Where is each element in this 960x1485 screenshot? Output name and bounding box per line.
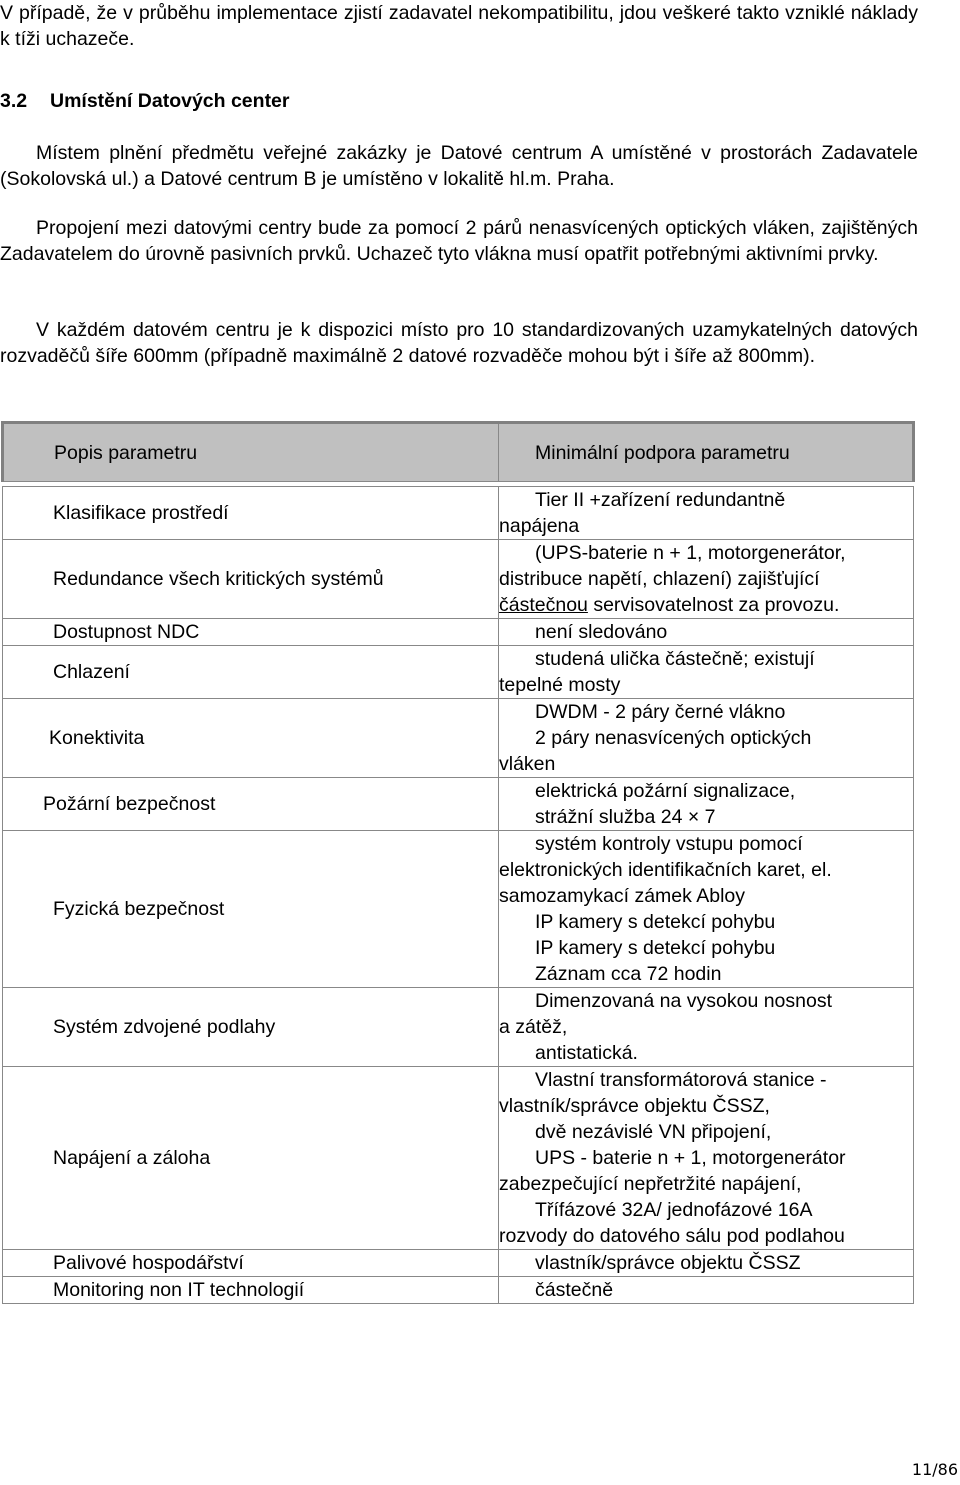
support-cell	[499, 540, 914, 619]
section-number: 3.2	[0, 90, 28, 112]
table-row	[3, 778, 914, 831]
parameter-cell: Klasifikace prostředí	[3, 487, 499, 540]
support-line: IP kamery s detekcí pohybu	[535, 937, 776, 959]
support-line: studená ulička částečně; existují	[535, 648, 815, 670]
support-line: Třífázové 32A/ jednofázové 16A	[535, 1199, 813, 1221]
support-cell	[499, 646, 914, 699]
support-line: a zátěž,	[499, 1016, 568, 1038]
page-number: 11/86	[911, 1460, 958, 1479]
support-cell	[499, 988, 914, 1067]
support-line: částečnou servisovatelnost za provozu.	[499, 594, 840, 616]
table-header-row	[3, 423, 914, 482]
table-row	[3, 831, 914, 988]
support-line: tepelné mosty	[499, 674, 621, 696]
support-line: Vlastní transformátorová stanice -	[535, 1069, 827, 1091]
header-minimum-support: Minimální podpora parametru	[499, 423, 914, 482]
table-row	[3, 619, 914, 646]
support-line: Záznam cca 72 hodin	[535, 963, 722, 985]
parameter-cell: Dostupnost NDC	[3, 619, 499, 646]
parameter-cell: Systém zdvojené podlahy	[3, 988, 499, 1067]
parameter-cell: Napájení a záloha	[3, 1067, 499, 1250]
support-line: Tier II +zařízení redundantně	[535, 489, 786, 511]
parameter-cell: Chlazení	[3, 646, 499, 699]
connection-paragraph: Propojení mezi datovými centry bude za pomocí 2 párů nenasvícených optických vláken, zajištěných Zadavatelem do úrovně pasivních prvků. Uchazeč tyto vlákna musí opatřit potřebnými aktivními prvky.	[0, 217, 918, 265]
section-heading	[0, 88, 918, 114]
support-line: strážní služba 24 × 7	[535, 806, 716, 828]
support-line: není sledováno	[535, 621, 668, 643]
intro-paragraph: V případě, že v průběhu implementace zjistí zadavatel nekompatibilitu, jdou veškeré takto vzniklé náklady k tíži uchazeče.	[0, 2, 918, 50]
support-line: systém kontroly vstupu pomocí	[535, 833, 803, 855]
support-line: DWDM - 2 páry černé vlákno	[535, 701, 786, 723]
support-line: (UPS-baterie n + 1, motorgenerátor,	[535, 542, 846, 564]
parameter-table	[1, 421, 915, 1304]
support-line: distribuce napětí, chlazení) zajišťující	[499, 568, 820, 590]
support-line: napájena	[499, 515, 580, 537]
table-body	[3, 487, 914, 1304]
table-row	[3, 1250, 914, 1277]
parameter-cell: Fyzická bezpečnost	[3, 831, 499, 988]
location-paragraph: Místem plnění předmětu veřejné zakázky je Datové centrum A umístěné v prostorách Zadavatele (Sokolovská ul.) a Datové centrum B je umístěno v lokalitě hl.m. Praha.	[0, 142, 918, 190]
support-line: antistatická.	[535, 1042, 638, 1064]
table-row	[3, 646, 914, 699]
parameter-cell: Redundance všech kritických systémů	[3, 540, 499, 619]
support-line: samozamykací zámek Abloy	[499, 885, 746, 907]
support-cell	[499, 699, 914, 778]
table-row	[3, 1277, 914, 1304]
table-row	[3, 487, 914, 540]
support-line: vlastník/správce objektu ČSSZ,	[499, 1095, 770, 1117]
parameter-cell: Požární bezpečnost	[3, 778, 499, 831]
support-line: IP kamery s detekcí pohybu	[535, 911, 776, 933]
parameter-cell: Palivové hospodářství	[3, 1250, 499, 1277]
support-line: Dimenzovaná na vysokou nosnost	[535, 990, 833, 1012]
support-line: dvě nezávislé VN připojení,	[535, 1121, 772, 1143]
header-parameter: Popis parametru	[3, 423, 499, 482]
section-title: Umístění Datových center	[50, 90, 290, 112]
support-cell	[499, 487, 914, 540]
support-line: zabezpečující nepřetržité napájení,	[499, 1173, 802, 1195]
support-line: rozvody do datového sálu pod podlahou	[499, 1225, 845, 1247]
support-cell	[499, 778, 914, 831]
support-line: elektrická požární signalizace,	[535, 780, 796, 802]
support-line: UPS - baterie n + 1, motorgenerátor	[535, 1147, 846, 1169]
support-line: 2 páry nenasvícených optických	[535, 727, 812, 749]
parameter-cell: Konektivita	[3, 699, 499, 778]
parameter-cell: Monitoring non IT technologií	[3, 1277, 499, 1304]
support-cell	[499, 1277, 914, 1304]
racks-paragraph: V každém datovém centru je k dispozici místo pro 10 standardizovaných uzamykatelných datových rozvaděčů šíře 600mm (případně maximálně 2 datové rozvaděče mohou být i šíře až 800mm).	[0, 319, 918, 367]
support-cell	[499, 831, 914, 988]
support-cell	[499, 1067, 914, 1250]
support-cell	[499, 1250, 914, 1277]
table-row	[3, 988, 914, 1067]
table-row	[3, 1067, 914, 1250]
table-row	[3, 540, 914, 619]
support-line: částečně	[535, 1279, 614, 1301]
support-line: vlastník/správce objektu ČSSZ	[535, 1252, 801, 1274]
support-cell	[499, 619, 914, 646]
table-row	[3, 699, 914, 778]
support-line: elektronických identifikačních karet, el.	[499, 859, 832, 881]
support-line: vláken	[499, 753, 556, 775]
